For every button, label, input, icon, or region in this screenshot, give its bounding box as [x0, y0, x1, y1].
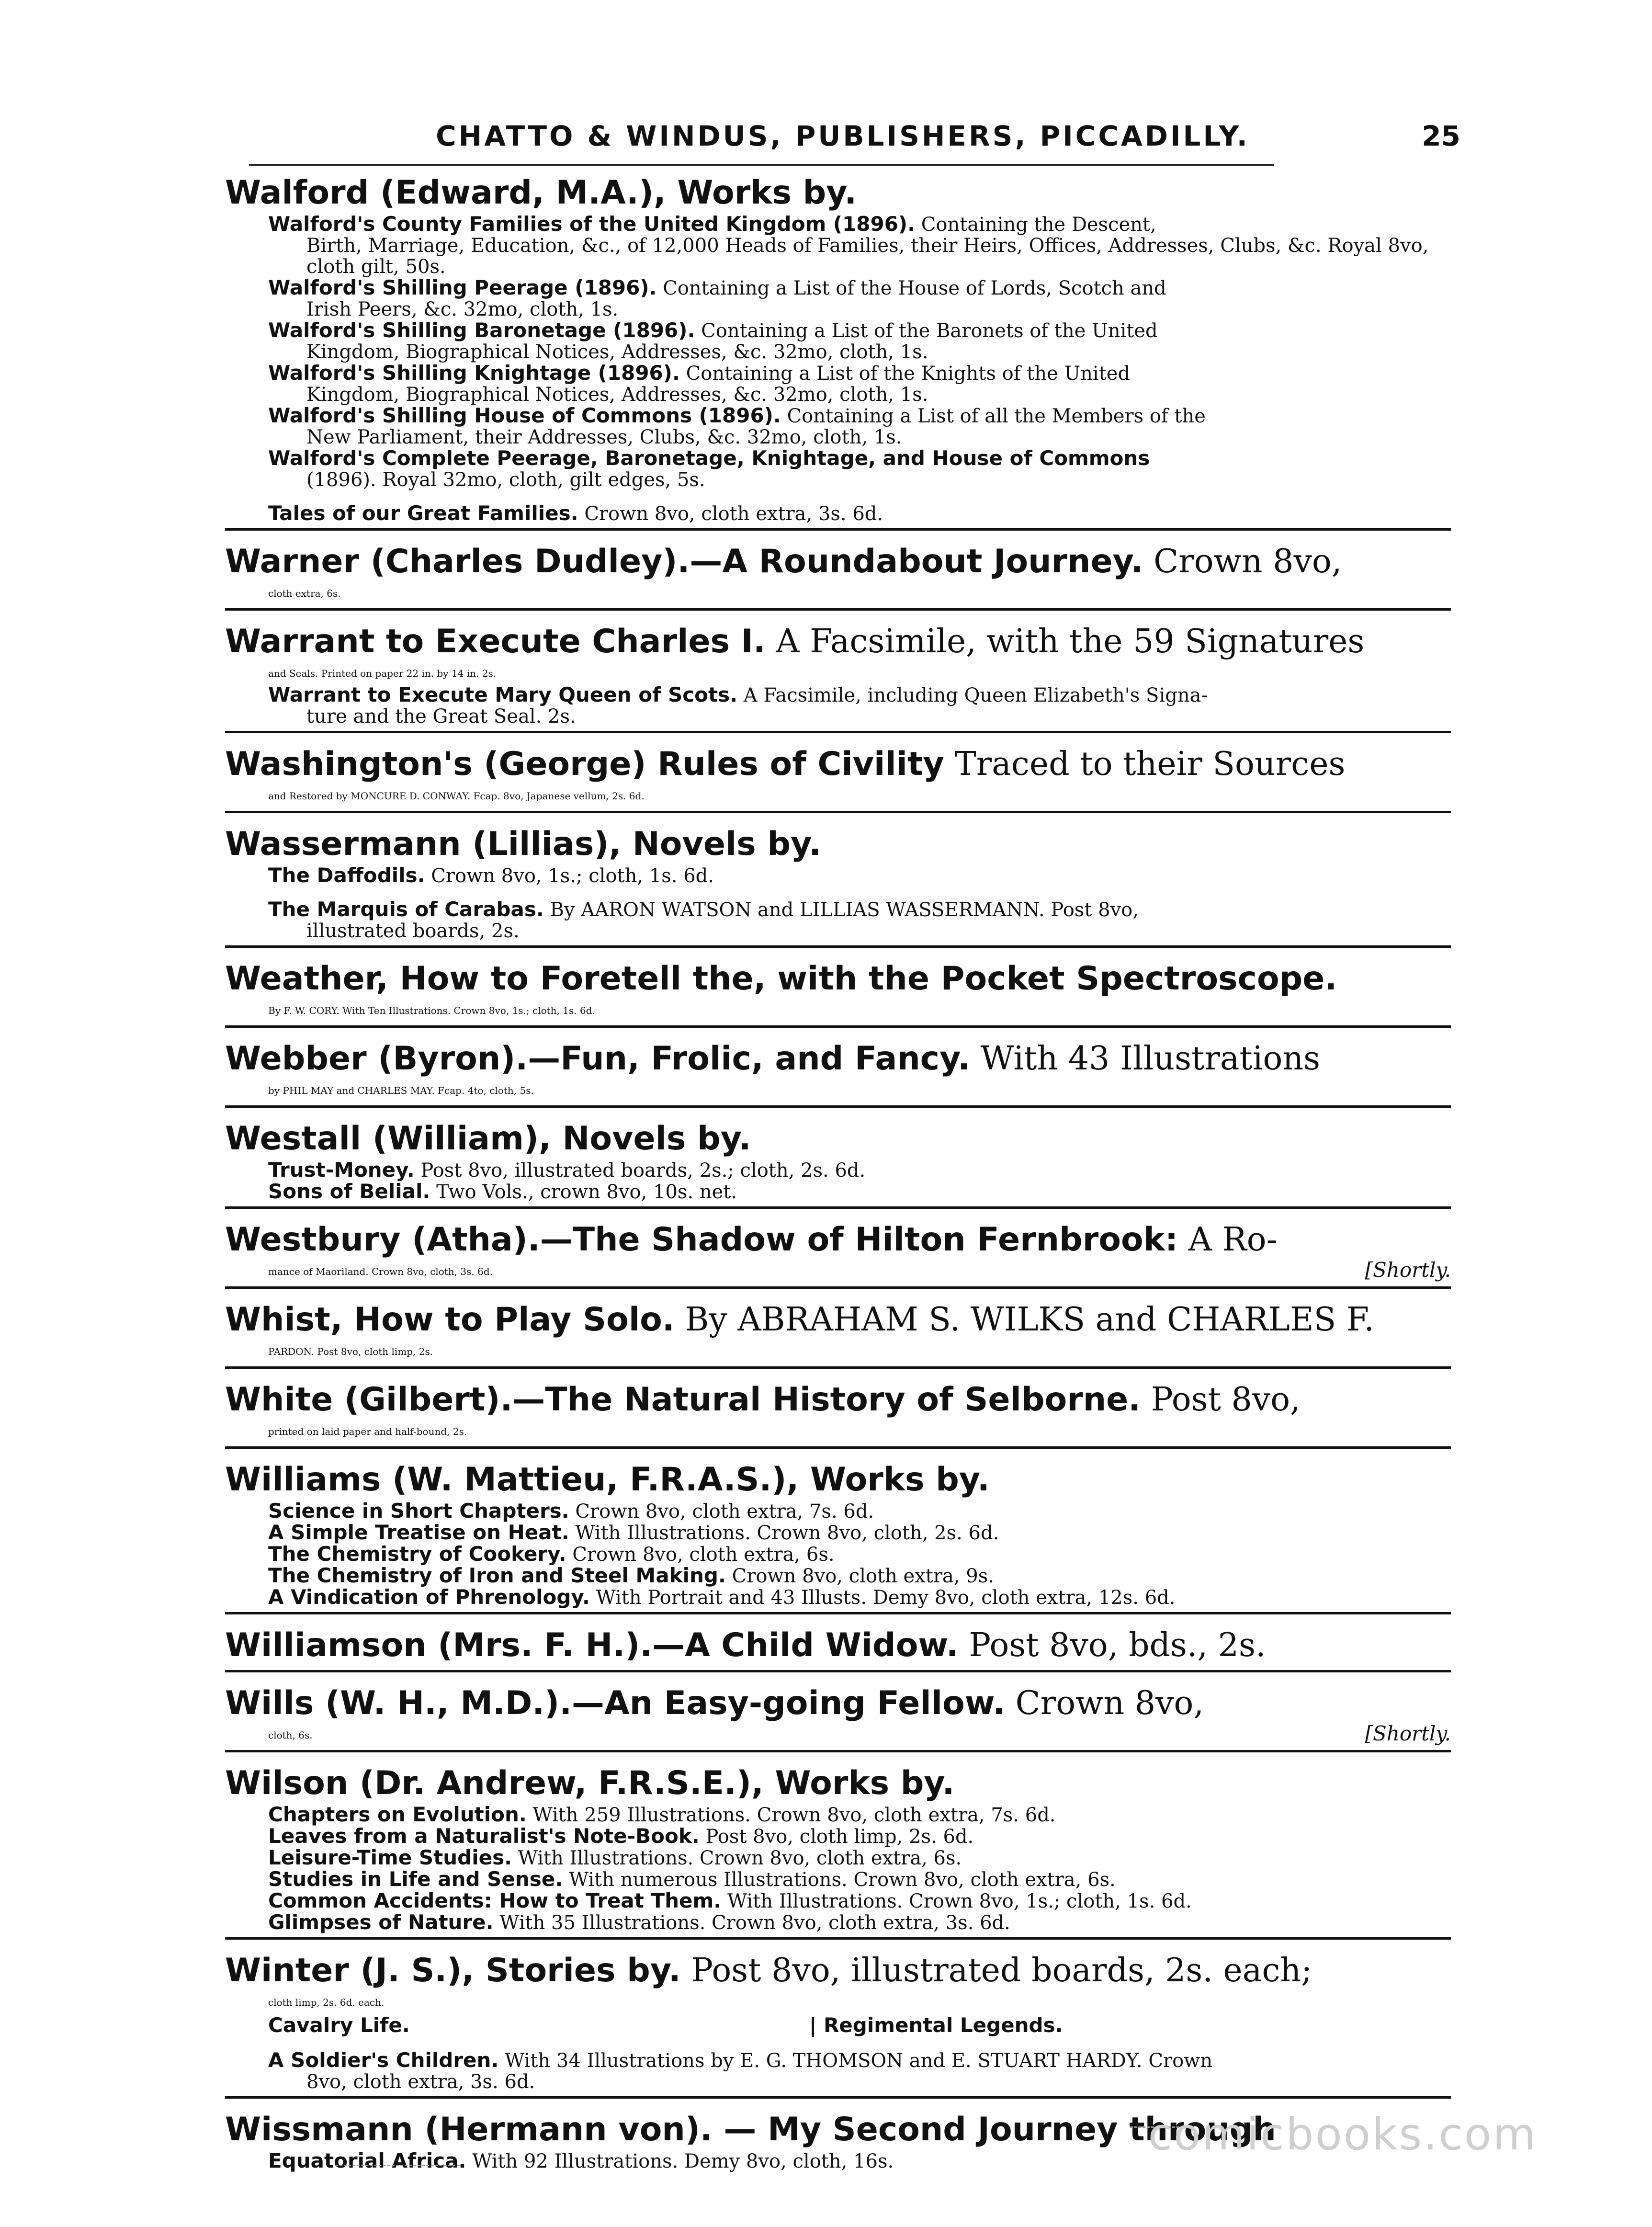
catalogue-entry: [225, 1379, 1451, 1449]
running-title: CHATTO & WINDUS, PUBLISHERS, PICCADILLY.: [436, 120, 1250, 152]
work-listing: [225, 503, 1451, 524]
work-title: A Vindication of Phrenology.: [268, 1585, 590, 1609]
work-listing: [225, 1890, 1451, 1912]
author-title: Wissmann (Hermann von). — My Second Journey through: [225, 2111, 1276, 2148]
author-title: Wassermann (Lillias), Novels by.: [225, 825, 822, 863]
work-title: Walford's Shilling Baronetage (1896).: [268, 318, 695, 342]
heading-detail: Traced to their Sources: [944, 745, 1346, 783]
author-title: Winter (J. S.), Stories by.: [225, 1952, 681, 1989]
catalogue-entry: [225, 744, 1451, 813]
work-title: Warrant to Execute Mary Queen of Scots.: [268, 683, 738, 706]
entry-heading: [225, 824, 1451, 865]
work-details-continued: illustrated boards, 2s.: [306, 920, 520, 942]
watermark-logo: comicbooks.com: [1148, 2109, 1537, 2160]
catalogue-entry: [225, 621, 1451, 733]
work-title: Walford's Shilling Peerage (1896).: [268, 276, 657, 299]
work-details-continued: Kingdom, Biographical Notices, Addresses, &c. 32mo, cloth, 1s.: [306, 341, 928, 363]
work-title: A Soldier's Children.: [268, 2048, 499, 2072]
catalogue-entry: [225, 1459, 1451, 1614]
work-details-continued: Birth, Marriage, Education, &c., of 12,000 Heads of Families, their Heirs, Offices, Addresses, Clubs, &c. Royal 8vo, cloth gilt, 50s.: [306, 235, 1429, 278]
author-title: Whist, How to Play Solo.: [225, 1301, 675, 1339]
work-listing: [225, 1565, 1451, 1587]
work-details: Containing a List of the House of Lords, Scotch and: [656, 277, 1166, 299]
heading-detail: With 43 Illustrations: [970, 1040, 1321, 1078]
work-listing: [225, 1159, 1451, 1181]
entry-heading: [225, 1459, 1451, 1500]
work-title: Leisure-Time Studies.: [268, 1846, 512, 1869]
work-listing: [225, 405, 1451, 427]
work-details: Crown 8vo, cloth extra, 3s. 6d.: [578, 503, 883, 525]
catalogue-entry: [225, 1950, 1451, 2099]
page-smudge: [335, 2165, 460, 2166]
forthcoming-note: [Shortly.: [1365, 1258, 1451, 1282]
work-details: With Portrait and 43 Illusts. Demy 8vo, cloth extra, 12s. 6d.: [589, 1587, 1176, 1609]
heading-detail: Post 8vo, bds., 2s.: [958, 1626, 1266, 1664]
entry-heading: [225, 1683, 1451, 1724]
heading-detail: Post 8vo,: [1141, 1381, 1301, 1419]
two-column-titles: [225, 2013, 1451, 2037]
work-details: Two Vols., crown 8vo, 10s. net.: [430, 1181, 737, 1203]
author-title: Webber (Byron).—Fun, Frolic, and Fancy.: [225, 1040, 970, 1078]
work-title: Chapters on Evolution.: [268, 1803, 527, 1826]
author-title: Williamson (Mrs. F. H.).—A Child Widow.: [225, 1626, 959, 1664]
work-details: Crown 8vo, cloth extra, 6s.: [566, 1544, 835, 1566]
work-details: Crown 8vo, 1s.; cloth, 1s. 6d.: [425, 865, 714, 887]
work-details: Post 8vo, cloth limp, 2s. 6d.: [699, 1826, 974, 1848]
author-title: Wilson (Dr. Andrew, F.R.S.E.), Works by.: [225, 1764, 955, 1802]
work-title: The Daffodils.: [268, 864, 425, 887]
entry-heading: [225, 1118, 1451, 1159]
work-details: By AARON WATSON and LILLIAS WASSERMANN. Post 8vo,: [543, 899, 1139, 921]
work-listing: [225, 1847, 1451, 1869]
work-details: With Illustrations. Crown 8vo, cloth, 2s. 6d.: [569, 1522, 999, 1544]
work-details: Post 8vo, illustrated boards, 2s.; cloth, 2s. 6d.: [414, 1159, 866, 1182]
author-title: Walford (Edward, M.A.), Works by.: [225, 174, 857, 212]
work-details: Containing a List of the Knights of the United: [679, 363, 1131, 385]
entry-description: cloth limp, 2s. 6d. each.: [268, 1997, 385, 2008]
work-details: With Illustrations. Crown 8vo, cloth extra, 6s.: [512, 1847, 962, 1869]
heading-detail: A Ro-: [1178, 1221, 1278, 1259]
work-listing: [225, 448, 1451, 469]
work-details: With numerous Illustrations. Crown 8vo, cloth extra, 6s.: [563, 1869, 1116, 1891]
author-title: Westbury (Atha).—The Shadow of Hilton Fernbrook:: [225, 1221, 1178, 1259]
author-title: Wills (W. H., M.D.).—An Easy-going Fellow.: [225, 1684, 1006, 1722]
author-title: Westall (William), Novels by.: [225, 1120, 751, 1158]
work-details: Crown 8vo, cloth extra, 9s.: [725, 1565, 994, 1587]
forthcoming-note: [Shortly.: [1365, 1722, 1451, 1745]
entry-heading: [225, 1299, 1451, 1341]
work-title: Equatorial Africa.: [268, 2149, 466, 2172]
work-listing: [225, 899, 1451, 920]
work-details: With 34 Illustrations by E. G. THOMSON and E. STUART HARDY. Crown: [498, 2050, 1213, 2072]
entry-description: cloth, 6s.: [268, 1729, 313, 1741]
work-title: Walford's County Families of the United Kingdom (1896).: [268, 212, 916, 236]
work-title: Trust-Money.: [268, 1158, 415, 1182]
work-details: Containing a List of the Baronets of the United: [695, 320, 1158, 342]
title-left: Cavalry Life.: [268, 2013, 410, 2037]
entry-description: By F. W. CORY. With Ten Illustrations. Crown 8vo, 1s.; cloth, 1s. 6d.: [268, 1005, 595, 1016]
work-details: Containing a List of all the Members of the: [781, 405, 1206, 427]
entry-heading: [225, 541, 1451, 582]
author-title: Washington's (George) Rules of Civility: [225, 745, 944, 783]
author-title: Warner (Charles Dudley).—A Roundabout Journey.: [225, 543, 1143, 580]
work-title: Tales of our Great Families.: [268, 501, 578, 525]
work-details: With 35 Illustrations. Crown 8vo, cloth extra, 3s. 6d.: [493, 1912, 1010, 1934]
work-listing: [225, 1804, 1451, 1826]
entry-description: and Restored by MONCURE D. CONWAY. Fcap. 8vo, Japanese vellum, 2s. 6d.: [268, 790, 645, 802]
work-listing: [225, 1522, 1451, 1544]
heading-detail: A Facsimile, with the 59 Signatures: [765, 623, 1365, 660]
work-listing: [225, 2050, 1451, 2071]
header-rule: [249, 164, 1274, 166]
work-listing: [225, 1826, 1451, 1847]
work-details: With 259 Illustrations. Crown 8vo, cloth extra, 7s. 6d.: [526, 1804, 1056, 1826]
work-details-continued: Irish Peers, &c. 32mo, cloth, 1s.: [306, 298, 619, 320]
work-details: Crown 8vo, cloth extra, 7s. 6d.: [569, 1500, 874, 1523]
catalogue-entry: [225, 1763, 1451, 1940]
work-title: Walford's Complete Peerage, Baronetage, Knightage, and House of Commons: [268, 446, 1150, 470]
entry-heading: [225, 1625, 1451, 1666]
work-listing: [225, 214, 1451, 235]
entry-description: by PHIL MAY and CHARLES MAY. Fcap. 4to, cloth, 5s.: [268, 1085, 534, 1096]
work-listing: [225, 1869, 1451, 1890]
author-title: Warrant to Execute Charles I.: [225, 623, 766, 660]
catalogue-entry: [225, 172, 1451, 531]
work-title: Sons of Belial.: [268, 1180, 430, 1203]
work-listing: [225, 277, 1451, 299]
entry-description: printed on laid paper and half-bound, 2s.: [268, 1426, 467, 1437]
entry-description: cloth extra, 6s.: [268, 588, 341, 599]
entry-heading: [225, 172, 1451, 214]
work-listing: [225, 684, 1451, 706]
entry-description: PARDON. Post 8vo, cloth limp, 2s.: [268, 1346, 433, 1357]
title-right: | Regimental Legends.: [809, 2013, 1063, 2037]
work-details: Containing the Descent,: [915, 214, 1156, 236]
catalogue-entry: [225, 1118, 1451, 1209]
page-header: [225, 120, 1460, 153]
work-title: Common Accidents: How to Treat Them.: [268, 1889, 722, 1912]
work-title: Walford's Shilling House of Commons (1896).: [268, 404, 781, 427]
catalogue-entry: [225, 1299, 1451, 1369]
catalogue-entry: [225, 541, 1451, 611]
work-listing: [225, 1912, 1451, 1933]
heading-detail: Post 8vo, illustrated boards, 2s. each;: [680, 1952, 1313, 1989]
entry-description: mance of Maoriland. Crown 8vo, cloth, 3s. 6d.: [268, 1266, 493, 1277]
work-listing: [225, 1544, 1451, 1565]
entry-description: and Seals. Printed on paper 22 in. by 14 in. 2s.: [268, 668, 497, 679]
work-listing: [225, 1587, 1451, 1608]
work-title: The Chemistry of Iron and Steel Making.: [268, 1564, 726, 1587]
entry-heading: [225, 621, 1451, 662]
catalogue-entry: [225, 824, 1451, 948]
entry-heading: [225, 1379, 1451, 1420]
author-title: White (Gilbert).—The Natural History of Selborne.: [225, 1381, 1141, 1419]
author-title: Williams (W. Mattieu, F.R.A.S.), Works by.: [225, 1461, 990, 1499]
work-details-continued: ture and the Great Seal. 2s.: [306, 705, 576, 727]
work-listing: [225, 865, 1451, 886]
work-title: Leaves from a Naturalist's Note-Book.: [268, 1824, 700, 1848]
work-details: With 92 Illustrations. Demy 8vo, cloth, 16s.: [466, 2150, 894, 2172]
catalogue-entry: [225, 1219, 1451, 1289]
author-title: Weather, How to Foretell the, with the Pocket Spectroscope.: [225, 960, 1337, 998]
work-title: Glimpses of Nature.: [268, 1910, 494, 1934]
entry-heading: [225, 1219, 1451, 1261]
work-title: The Marquis of Carabas.: [268, 898, 544, 921]
entry-heading: [225, 1763, 1451, 1804]
work-listing: [225, 363, 1451, 384]
work-title: Studies in Life and Sense.: [268, 1867, 563, 1891]
page-number: 25: [1422, 120, 1460, 152]
work-title: Science in Short Chapters.: [268, 1499, 569, 1523]
work-details-continued: 8vo, cloth extra, 3s. 6d.: [306, 2071, 535, 2093]
work-details-continued: New Parliament, their Addresses, Clubs, &c. 32mo, cloth, 1s.: [306, 426, 902, 448]
catalogue-entry: [225, 958, 1451, 1028]
entry-heading: [225, 1950, 1451, 1991]
work-title: Walford's Shilling Knightage (1896).: [268, 361, 680, 385]
catalogue-entry: [225, 1625, 1451, 1672]
heading-detail: By ABRAHAM S. WILKS and CHARLES F.: [674, 1301, 1374, 1339]
work-listing: [225, 1181, 1451, 1203]
work-details: With Illustrations. Crown 8vo, 1s.; cloth, 1s. 6d.: [721, 1890, 1192, 1912]
work-listing: [225, 320, 1451, 341]
catalogue-entry: [225, 1683, 1451, 1752]
work-details: A Facsimile, including Queen Elizabeth's Signa-: [737, 684, 1208, 706]
catalogue-listing: [225, 172, 1451, 2182]
work-details-continued: Kingdom, Biographical Notices, Addresses, &c. 32mo, cloth, 1s.: [306, 384, 928, 406]
work-listing: [225, 1500, 1451, 1522]
work-title: The Chemistry of Cookery.: [268, 1542, 566, 1566]
work-details-continued: (1896). Royal 32mo, cloth, gilt edges, 5s.: [306, 469, 705, 491]
entry-heading: [225, 958, 1451, 1000]
entry-heading: [225, 744, 1451, 785]
heading-detail: Crown 8vo,: [1143, 543, 1342, 580]
catalogue-entry: [225, 1038, 1451, 1108]
work-title: A Simple Treatise on Heat.: [268, 1521, 569, 1544]
entry-heading: [225, 1038, 1451, 1079]
heading-detail: Crown 8vo,: [1005, 1684, 1204, 1722]
